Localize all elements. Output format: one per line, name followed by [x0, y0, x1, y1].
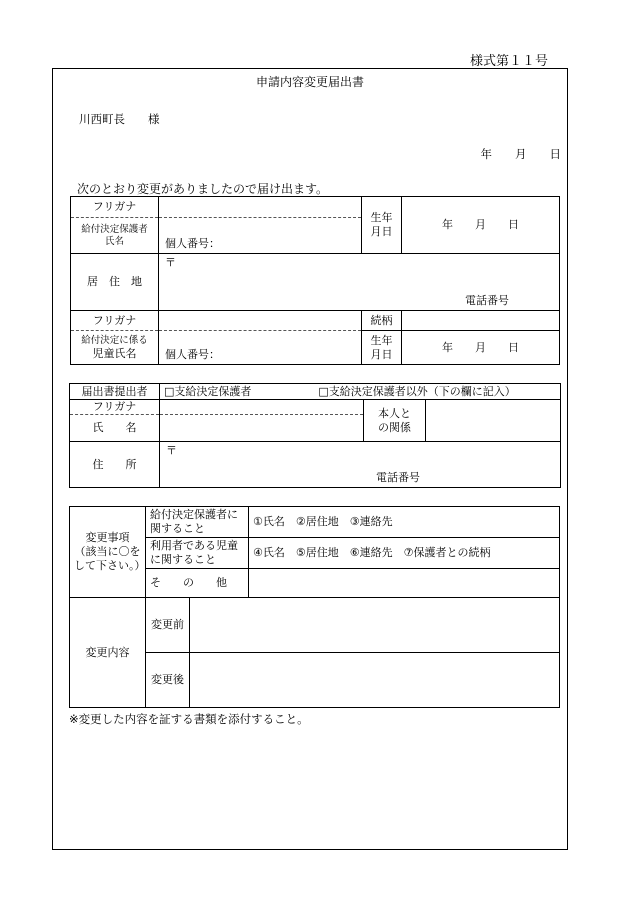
child-label-2: 児童氏名	[92, 346, 137, 360]
change-items-label: 変更事項 （該当に〇を して下さい。）	[70, 507, 146, 598]
submitter-furigana-field[interactable]	[160, 400, 364, 415]
after-field[interactable]	[190, 653, 560, 708]
row1-label: 給付決定保護者に 関すること	[146, 507, 249, 538]
row3-label: そ の 他	[146, 569, 249, 598]
form-title: 申請内容変更届出書	[255, 75, 364, 89]
relation-to-person-field[interactable]	[426, 400, 561, 442]
row2-label: 利用者である児童 に関すること	[146, 538, 249, 569]
change-table	[69, 506, 560, 708]
relation-label: 続柄	[362, 311, 402, 331]
submitter-address-field[interactable]	[160, 442, 561, 488]
postal-mark: 〒	[165, 256, 176, 269]
row2-options[interactable]: ④氏名 ⑤居住地 ⑥連絡先 ⑦保護者との続柄	[249, 538, 560, 569]
relation-field[interactable]	[402, 311, 560, 331]
submitter-label: 届出書提出者	[70, 384, 160, 400]
phone-label: 電話番号	[465, 294, 509, 308]
submitter-address-label: 住 所	[70, 442, 160, 488]
birth-label: 生年 月日	[362, 197, 402, 254]
submitter-furigana-label: フリガナ	[70, 400, 160, 415]
address-field[interactable]	[159, 254, 560, 311]
furigana-label: フリガナ	[71, 197, 159, 218]
before-label: 変更前	[146, 598, 190, 653]
submitter-postal-mark: 〒	[166, 444, 177, 457]
guardian-label: 給付決定保護者	[81, 223, 148, 235]
submitter-table	[69, 383, 561, 488]
after-label: 変更後	[146, 653, 190, 708]
submission-date: 年 月 日	[480, 147, 561, 161]
child-furigana-field[interactable]	[159, 311, 362, 331]
birth2-label: 生年 月日	[362, 331, 402, 365]
personal-number-label: 個人番号：	[165, 237, 220, 251]
address-label: 居 住 地	[71, 254, 159, 311]
form-number: 様式第１１号	[470, 54, 549, 69]
change-content-label: 変更内容	[70, 598, 146, 708]
before-field[interactable]	[190, 598, 560, 653]
personal-number-label-2: 個人番号：	[165, 348, 220, 362]
child-name-label	[71, 331, 159, 365]
child-name-field[interactable]	[159, 331, 362, 365]
attachment-note: ※変更した内容を証する書類を添付すること。	[69, 712, 309, 726]
submitter-name-label: 氏 名	[70, 415, 160, 442]
guardian-name-label	[71, 218, 159, 254]
option-guardian[interactable]: □支給決定保護者	[164, 384, 252, 398]
birth-date-field[interactable]: 年 月 日	[402, 197, 560, 254]
option-other[interactable]: □支給決定保護者以外（下の欄に記入）	[318, 384, 516, 398]
submitter-name-field[interactable]	[160, 415, 364, 442]
child-label-1: 給付決定に係る	[81, 334, 148, 346]
guardian-name-sub: 氏名	[104, 235, 124, 247]
guardian-name-field[interactable]	[159, 218, 362, 254]
birth-date2-field[interactable]: 年 月 日	[402, 331, 560, 365]
furigana2-label: フリガナ	[71, 311, 159, 331]
submitter-phone-label: 電話番号	[376, 471, 421, 485]
form-frame	[52, 68, 568, 850]
row3-field[interactable]	[249, 569, 560, 598]
addressee: 川西町長 様	[79, 112, 160, 126]
guardian-furigana-field[interactable]	[159, 197, 362, 218]
submitter-options	[160, 384, 561, 400]
row1-options[interactable]: ①氏名 ②居住地 ③連絡先	[249, 507, 560, 538]
relation-to-person-label: 本人と の関係	[364, 400, 426, 442]
applicant-table	[70, 196, 560, 365]
intro-text: 次のとおり変更がありましたので届け出ます。	[77, 182, 329, 196]
